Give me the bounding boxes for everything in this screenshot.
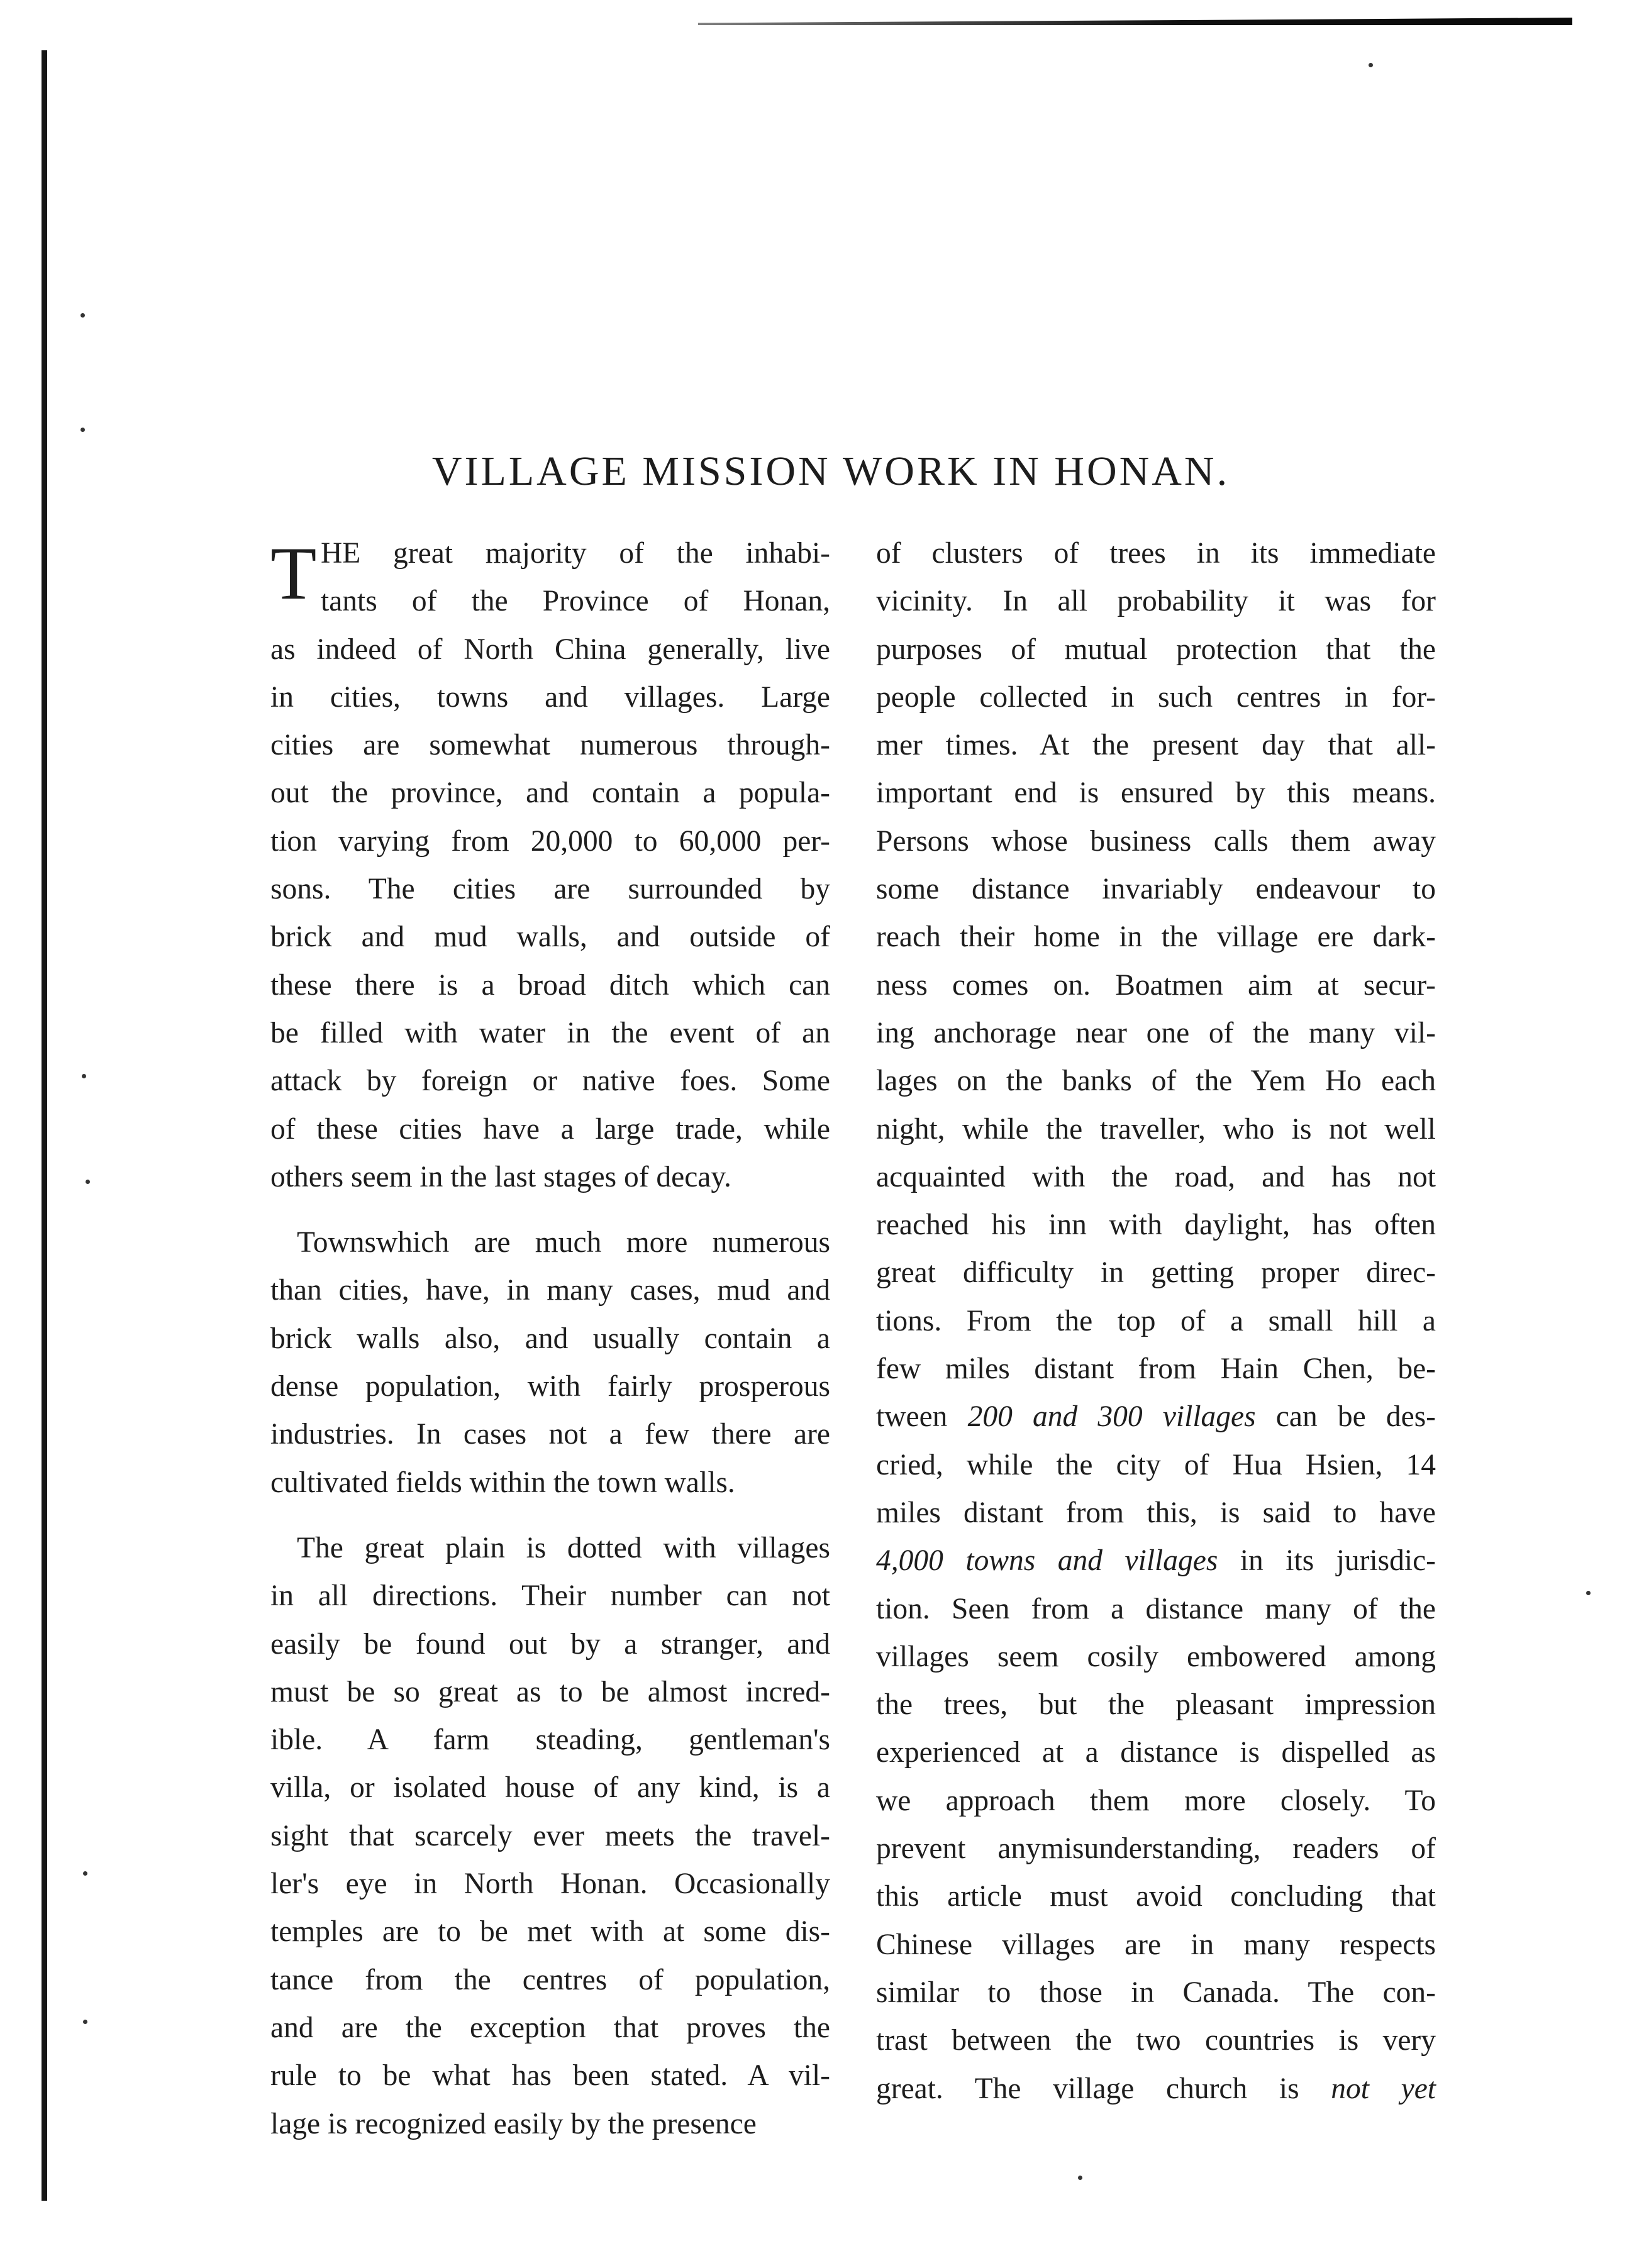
text-line xyxy=(876,1585,1436,1633)
speck xyxy=(1586,1591,1591,1595)
text-run: in all directions. Their number can not xyxy=(270,1579,830,1613)
text-line xyxy=(270,1459,830,1507)
text-line xyxy=(270,1812,830,1860)
text-line xyxy=(876,1969,1436,2016)
article-title: VILLAGE MISSION WORK IN HONAN. xyxy=(431,448,1230,494)
text-run: Townswhich are much more numerous xyxy=(297,1226,830,1259)
text-run: these there is a broad ditch which can xyxy=(270,968,830,1002)
text-run: reached his inn with daylight, has often xyxy=(876,1209,1436,1242)
text-line xyxy=(876,1057,1436,1105)
text-line xyxy=(270,817,830,865)
italic-text: not yet xyxy=(1331,2072,1436,2105)
text-line xyxy=(876,1921,1436,1969)
text-run: vicinity. In all probability it was for xyxy=(876,585,1436,618)
text-run: tion varying from 20,000 to 60,000 per- xyxy=(270,824,830,858)
text-line xyxy=(270,1057,830,1105)
text-run: lage is recognized easily by the presence xyxy=(270,2107,757,2140)
text-line xyxy=(270,626,830,673)
text-line xyxy=(876,673,1436,721)
text-run: The great plain is dotted with villages xyxy=(297,1531,830,1564)
text-line xyxy=(876,1393,1436,1441)
text-run: trast between the two countries is very xyxy=(876,2024,1436,2057)
text-run: important end is ensured by this means. xyxy=(876,777,1436,810)
text-line xyxy=(876,1345,1436,1393)
text-line xyxy=(270,1572,830,1620)
text-line xyxy=(876,1681,1436,1729)
text-line xyxy=(270,721,830,769)
text-run: temples are to be met with at some dis- xyxy=(270,1915,830,1949)
text-line xyxy=(270,1315,830,1363)
text-run: in cities, towns and villages. Large xyxy=(270,680,830,714)
text-line xyxy=(876,817,1436,865)
text-run: sight that scarcely ever meets the travel- xyxy=(270,1819,830,1852)
text-run: ness comes on. Boatmen aim at secur- xyxy=(876,968,1436,1002)
text-line xyxy=(270,1363,830,1410)
text-run: of these cities have a large trade, while xyxy=(270,1112,830,1146)
text-run: similar to those in Canada. The con- xyxy=(876,1976,1436,2009)
text-line xyxy=(876,1777,1436,1825)
text-line xyxy=(270,913,830,961)
text-run: in its jurisdic- xyxy=(1218,1544,1436,1578)
text-run: Chinese villages are in many respects xyxy=(876,1928,1436,1961)
text-line xyxy=(876,1872,1436,1920)
text-line xyxy=(270,577,830,625)
text-run: out the province, and contain a popula- xyxy=(270,777,830,810)
text-run: night, while the traveller, who is not well xyxy=(876,1112,1436,1146)
text-line xyxy=(876,1105,1436,1153)
text-line xyxy=(270,865,830,913)
text-run: acquainted with the road, and has not xyxy=(876,1160,1436,1193)
italic-text: 4,000 towns and villages xyxy=(876,1544,1218,1578)
speck xyxy=(82,1074,86,1078)
text-line xyxy=(270,2100,830,2148)
text-run: can be des- xyxy=(1255,1400,1436,1434)
text-line xyxy=(270,673,830,721)
text-run: ing anchorage near one of the many vil- xyxy=(876,1016,1436,1049)
text-run: brick walls also, and usually contain a xyxy=(270,1322,830,1355)
top-rule-artifact xyxy=(698,18,1572,25)
text-run: easily be found out by a stranger, and xyxy=(270,1627,830,1661)
text-line xyxy=(270,1524,830,1572)
text-run: villa, or isolated house of any kind, is a xyxy=(270,1771,830,1805)
text-line xyxy=(876,1537,1436,1585)
text-line xyxy=(270,1764,830,1812)
text-run: great. The village church is xyxy=(876,2072,1331,2105)
text-line xyxy=(270,1620,830,1668)
binding-edge-artifact xyxy=(42,50,47,2201)
text-line xyxy=(876,1633,1436,1681)
paragraph-gap xyxy=(270,1507,830,1524)
text-run: Persons whose business calls them away xyxy=(876,824,1436,858)
text-run: tion. Seen from a distance many of the xyxy=(876,1592,1436,1625)
text-line xyxy=(270,1219,830,1266)
text-line xyxy=(876,913,1436,961)
text-run: tween xyxy=(876,1400,968,1434)
text-line xyxy=(876,1249,1436,1297)
text-line xyxy=(876,769,1436,817)
text-run: cultivated fields within the town walls. xyxy=(270,1466,735,1499)
text-line xyxy=(270,769,830,817)
text-run: as indeed of North China generally, live xyxy=(270,633,830,666)
text-line xyxy=(876,1825,1436,1872)
speck xyxy=(83,1871,87,1876)
text-run: rule to be what has been stated. A vil- xyxy=(270,2059,830,2093)
text-run: lages on the banks of the Yem Ho each xyxy=(876,1065,1436,1098)
text-line xyxy=(270,1009,830,1057)
text-line xyxy=(876,626,1436,673)
text-run: tants of the Province of Honan, xyxy=(321,585,830,618)
text-line xyxy=(876,865,1436,913)
text-run: reach their home in the village ere dark- xyxy=(876,921,1436,954)
text-line xyxy=(270,1153,830,1201)
text-run: cities are somewhat numerous through- xyxy=(270,729,830,762)
text-line xyxy=(270,1668,830,1716)
text-run: must be so great as to be almost incred- xyxy=(270,1675,830,1708)
text-run: this article must avoid concluding that xyxy=(876,1880,1436,1913)
speck xyxy=(81,313,85,318)
text-line xyxy=(270,1860,830,1908)
text-line xyxy=(270,1266,830,1314)
text-run: purposes of mutual protection that the xyxy=(876,633,1436,666)
text-run: others seem in the last stages of decay. xyxy=(270,1160,731,1193)
text-run: than cities, have, in many cases, mud and xyxy=(270,1274,830,1307)
text-run: and are the exception that proves the xyxy=(270,2011,830,2044)
right-column xyxy=(876,529,1436,2113)
text-run: villages seem cosily embowered among xyxy=(876,1640,1436,1673)
text-line xyxy=(876,1201,1436,1249)
text-run: industries. In cases not a few there are xyxy=(270,1418,830,1451)
text-line xyxy=(270,1410,830,1458)
text-run: ler's eye in North Honan. Occasionally xyxy=(270,1867,830,1901)
text-line xyxy=(876,961,1436,1009)
speck xyxy=(86,1180,90,1184)
text-run: HE great majority of the inhabi- xyxy=(321,537,830,570)
text-line xyxy=(270,529,830,577)
text-run: great difficulty in getting proper direc- xyxy=(876,1256,1436,1290)
text-line xyxy=(876,721,1436,769)
text-run: of clusters of trees in its immediate xyxy=(876,537,1436,570)
text-line xyxy=(876,1009,1436,1057)
text-run: tions. From the top of a small hill a xyxy=(876,1304,1436,1337)
text-run: miles distant from this, is said to have xyxy=(876,1496,1436,1529)
text-run: the trees, but the pleasant impression xyxy=(876,1688,1436,1722)
speck xyxy=(81,428,85,432)
text-line xyxy=(270,1956,830,2004)
text-line xyxy=(876,2065,1436,2113)
speck xyxy=(1078,2176,1082,2180)
text-run: we approach them more closely. To xyxy=(876,1784,1436,1817)
text-line xyxy=(876,529,1436,577)
text-line xyxy=(270,2004,830,2052)
text-run: mer times. At the present day that all- xyxy=(876,729,1436,762)
text-run: people collected in such centres in for- xyxy=(876,680,1436,714)
text-line xyxy=(876,2016,1436,2064)
speck xyxy=(1369,63,1373,67)
text-line xyxy=(876,1489,1436,1537)
paragraph-gap xyxy=(270,1201,830,1219)
text-line xyxy=(876,1297,1436,1345)
text-line xyxy=(876,1153,1436,1201)
text-run: prevent anymisunderstanding, readers of xyxy=(876,1832,1436,1866)
speck xyxy=(83,2020,87,2024)
text-run: experienced at a distance is dispelled as xyxy=(876,1736,1436,1769)
italic-text: 200 and 300 villages xyxy=(967,1400,1256,1434)
text-run: few miles distant from Hain Chen, be- xyxy=(876,1353,1436,1386)
text-line xyxy=(270,961,830,1009)
text-line xyxy=(270,1908,830,1955)
text-run: some distance invariably endeavour to xyxy=(876,873,1436,906)
text-run: sons. The cities are surrounded by xyxy=(270,873,830,906)
text-run: attack by foreign or native foes. Some xyxy=(270,1065,830,1098)
text-line xyxy=(876,1441,1436,1489)
text-run: ible. A farm steading, gentleman's xyxy=(270,1723,830,1757)
text-line xyxy=(876,1729,1436,1776)
text-run: cried, while the city of Hua Hsien, 14 xyxy=(876,1448,1436,1481)
text-run: tance from the centres of population, xyxy=(270,1963,830,1996)
text-run: be filled with water in the event of an xyxy=(270,1016,830,1049)
left-column xyxy=(270,529,830,2148)
text-line xyxy=(270,2052,830,2099)
text-line xyxy=(270,1716,830,1764)
text-run: dense population, with fairly prosperous xyxy=(270,1370,830,1403)
text-line xyxy=(270,1105,830,1153)
text-run: brick and mud walls, and outside of xyxy=(270,921,830,954)
drop-cap: T xyxy=(270,531,317,615)
text-line xyxy=(876,577,1436,625)
